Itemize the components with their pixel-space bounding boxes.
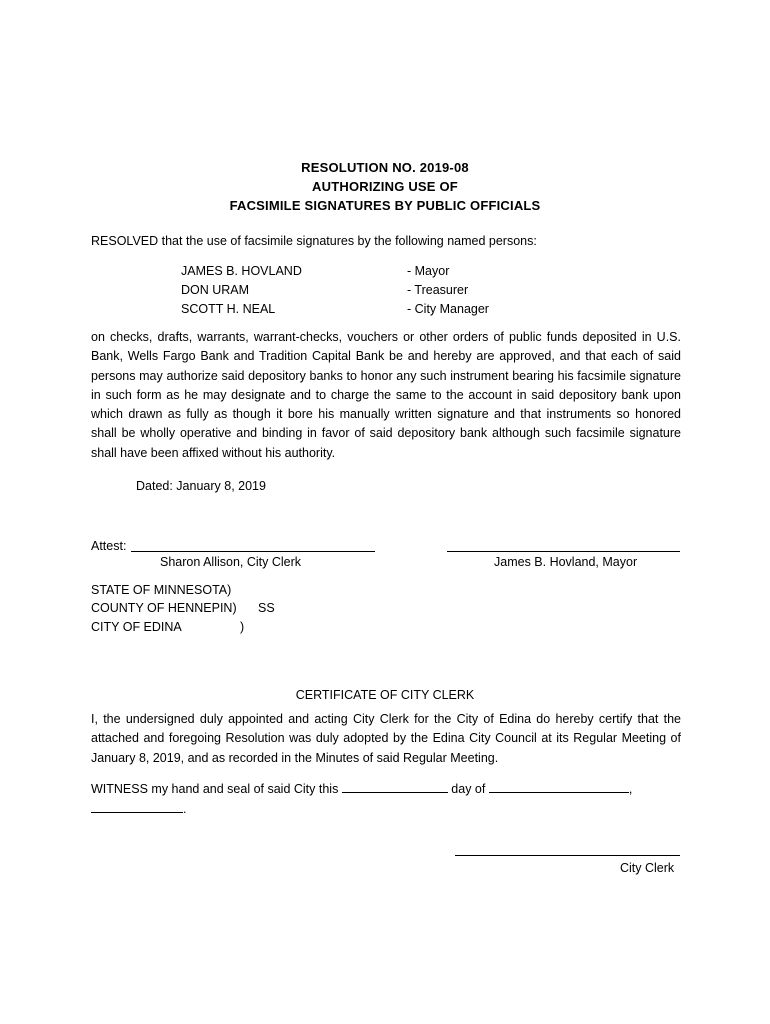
resolution-title: FACSIMILE SIGNATURES BY PUBLIC OFFICIALS — [229, 198, 541, 213]
certificate-line: January 8, 2019, and as recorded in the Minutes of said Regular Meeting. — [91, 750, 499, 765]
resolution-subtitle: AUTHORIZING USE OF — [312, 179, 458, 194]
official-title: - Treasurer — [407, 283, 469, 297]
witness-line — [91, 781, 632, 796]
witness-day-blank[interactable] — [342, 781, 448, 793]
body-line: on checks, drafts, warrants, warrant-checks, vouchers or other orders of public funds deposited in U.S. — [91, 330, 681, 344]
witness-day-label: day of — [451, 782, 486, 796]
body-line: Bank, Wells Fargo Bank and Tradition Capital Bank be and hereby are approved, and that each of said — [91, 349, 681, 364]
certificate-heading: CERTIFICATE OF CITY CLERK — [295, 688, 475, 702]
clerk-caption: Sharon Allison, City Clerk — [160, 555, 302, 569]
body-line: persons may authorize said depository banks to honor any such instrument bearing his facsimile signature — [91, 368, 681, 383]
witness-year-blank[interactable] — [91, 801, 183, 813]
witness-prefix: WITNESS my hand and seal of said City this — [91, 782, 339, 796]
official-title: - Mayor — [407, 264, 450, 278]
attest-label: Attest: — [91, 539, 127, 553]
venue-ss: SS — [258, 601, 275, 615]
witness-comma: , — [628, 782, 633, 796]
city-clerk-signature-line — [455, 855, 680, 856]
venue-city: CITY OF EDINA — [91, 620, 182, 634]
resolution-body — [91, 328, 681, 463]
mayor-caption: James B. Hovland, Mayor — [494, 555, 638, 569]
body-line: in such form as he may designate and to charge the same to the account in said depository bank upon — [91, 387, 681, 402]
resolved-intro: RESOLVED that the use of facsimile signatures by the following named persons: — [91, 234, 537, 248]
certificate-body — [91, 710, 681, 768]
dated-line: Dated: January 8, 2019 — [136, 479, 266, 493]
certificate-line: attached and foregoing Resolution was duly adopted by the Edina City Council at its Regular Meeting of — [91, 731, 681, 746]
year-period: . — [183, 802, 187, 816]
venue-paren: ) — [240, 620, 245, 634]
official-name: JAMES B. HOVLAND — [181, 264, 302, 278]
city-clerk-caption: City Clerk — [620, 861, 675, 875]
witness-month-blank[interactable] — [489, 781, 629, 793]
resolution-number: RESOLUTION NO. 2019-08 — [301, 160, 469, 175]
body-line: which drawn as fully as though it bore his manually written signature and that instruments so honored — [91, 407, 681, 422]
venue-state: STATE OF MINNESOTA) — [91, 583, 232, 597]
body-line: shall be wholly operative and binding in favor of said depository bank although such facsimile signature — [91, 426, 681, 441]
year-line — [91, 801, 186, 816]
official-title: - City Manager — [407, 302, 489, 316]
official-name: DON URAM — [181, 283, 250, 297]
mayor-signature-line — [447, 551, 680, 552]
certificate-line: I, the undersigned duly appointed and acting City Clerk for the City of Edina do hereby certify that the — [91, 712, 681, 726]
body-line: shall have been affixed without his authority. — [91, 445, 336, 460]
venue-county: COUNTY OF HENNEPIN) — [91, 601, 237, 615]
clerk-signature-line — [131, 551, 375, 552]
official-name: SCOTT H. NEAL — [181, 302, 276, 316]
